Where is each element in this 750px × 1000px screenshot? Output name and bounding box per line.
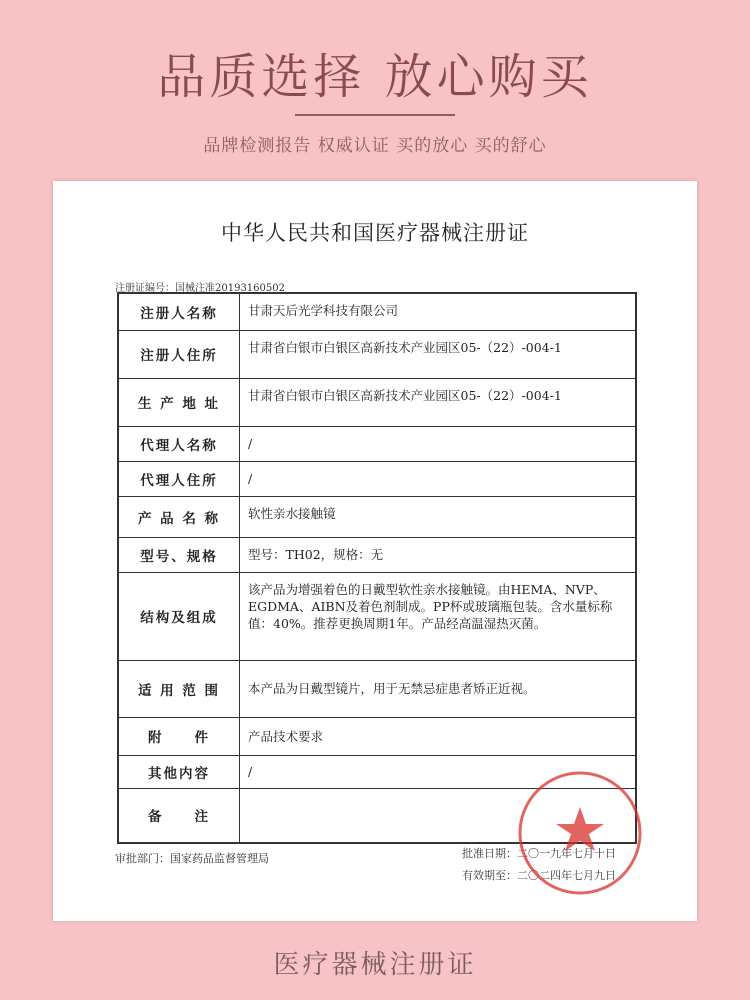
- row-label: 代理人名称: [118, 426, 240, 461]
- headline-divider: [295, 114, 455, 116]
- row-label: 附 件: [118, 717, 240, 755]
- row-label: 备 注: [118, 788, 240, 843]
- row-label: 结构及组成: [118, 572, 240, 660]
- table-row: [118, 378, 636, 426]
- row-label: 注册人名称: [118, 293, 240, 330]
- row-value: 型号：TH02，规格：无: [240, 537, 637, 572]
- row-value: 软性亲水接触镜: [240, 496, 637, 537]
- table-row: [118, 330, 636, 378]
- row-value: /: [240, 426, 637, 461]
- approval-department: 审批部门：国家药品监督管理局: [115, 852, 269, 865]
- table-row: [118, 717, 636, 755]
- table-row: [118, 496, 636, 537]
- row-value: 甘肃天后光学科技有限公司: [240, 293, 637, 330]
- approval-date: 批准日期：二〇一九年七月十日: [462, 847, 616, 860]
- table-row: [118, 461, 636, 496]
- table-row: [118, 660, 636, 717]
- seal-star-icon: [556, 807, 604, 851]
- table-row: [118, 537, 636, 572]
- row-label: 产 品 名 称: [118, 496, 240, 537]
- row-label: 其他内容: [118, 755, 240, 788]
- official-seal-icon: [516, 769, 644, 897]
- row-value: 甘肃省白银市白银区高新技术产业园区05-（22）-004-1: [240, 330, 637, 378]
- row-value: 甘肃省白银市白银区高新技术产业园区05-（22）-004-1: [240, 378, 637, 426]
- row-label: 代理人住所: [118, 461, 240, 496]
- certificate-table: [117, 292, 637, 844]
- certificate-title: 中华人民共和国医疗器械注册证: [221, 221, 529, 245]
- row-label: 注册人住所: [118, 330, 240, 378]
- row-value: 本产品为日戴型镜片，用于无禁忌症患者矫正近视。: [240, 660, 637, 717]
- registration-number: 注册证编号：国械注准20193160502: [115, 283, 285, 294]
- footer-caption: 医疗器械注册证: [273, 950, 477, 980]
- page-subheadline: 品牌检测报告 权威认证 买的放心 买的舒心: [203, 136, 547, 156]
- valid-until-date: 有效期至：二〇二四年七月九日: [462, 869, 616, 882]
- row-value: /: [240, 461, 637, 496]
- table-row: [118, 293, 636, 330]
- row-label: 生 产 地 址: [118, 378, 240, 426]
- certificate-document: [53, 181, 697, 921]
- row-value: 产品技术要求: [240, 717, 637, 755]
- page-headline: 品质选择 放心购买: [157, 49, 593, 105]
- table-row: [118, 426, 636, 461]
- row-label: 适 用 范 围: [118, 660, 240, 717]
- table-row: [118, 572, 636, 660]
- row-value: 该产品为增强着色的日戴型软性亲水接触镜。由HEMA、NVP、EGDMA、AIBN及着色剂制成。PP杯或玻璃瓶包装。含水量标称值：40%。推荐更换周期1年。产品经高温湿热灭菌。: [240, 572, 637, 660]
- row-label: 型号、规格: [118, 537, 240, 572]
- row-value: /: [240, 755, 637, 788]
